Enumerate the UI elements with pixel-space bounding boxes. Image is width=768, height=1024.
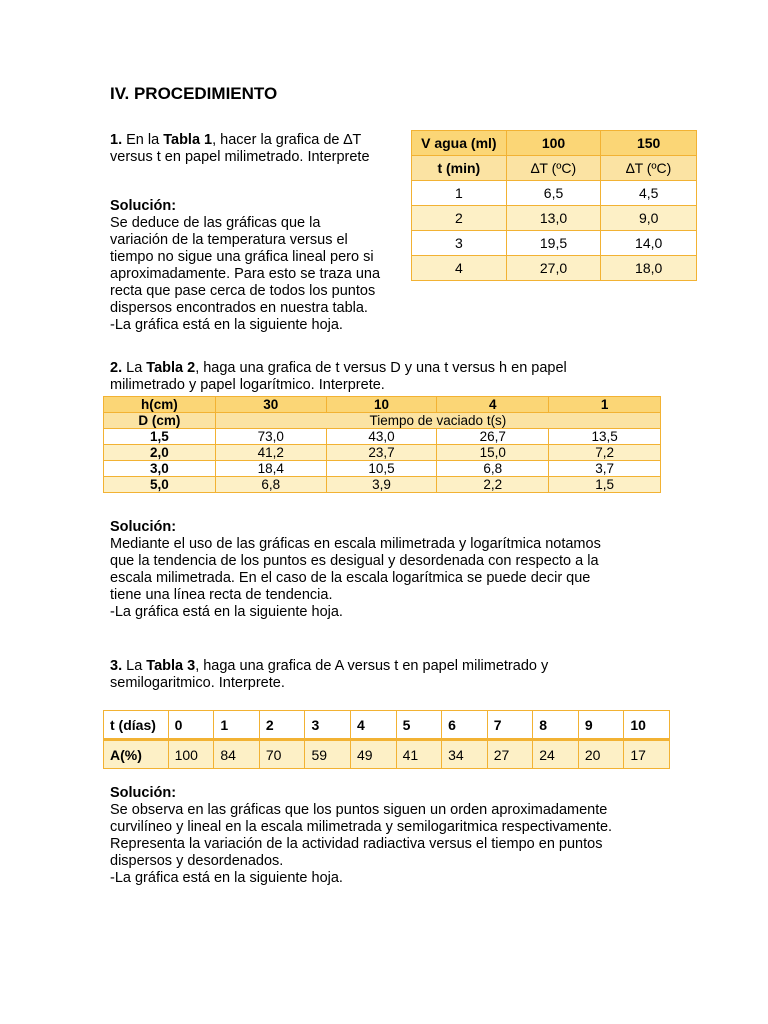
table-3-header-cell: t (días) (104, 711, 169, 740)
table-2-subheader-row (104, 413, 661, 429)
table-1-header-row (412, 131, 697, 156)
q3-prompt (110, 658, 670, 692)
table-3-header-cell: 3 (305, 711, 351, 740)
table-cell: 1 (412, 181, 507, 206)
table-cell: 18,4 (215, 461, 326, 477)
table-3-header-row (104, 711, 670, 740)
q3-number: 3. (110, 658, 123, 674)
q2-solution-title: Solución: (110, 519, 177, 535)
table-cell: 9,0 (601, 206, 697, 231)
q2-text-post: , haga una grafica de t versus D y una t versus h en papel (195, 360, 567, 376)
table-3-header-cell: 8 (533, 711, 579, 740)
table-cell: 14,0 (601, 231, 697, 256)
q2-solution-line: Mediante el uso de las gráficas en escala milimetrada y logarítmica notamos (110, 536, 601, 552)
q2-table-ref: Tabla 2 (146, 360, 196, 376)
table-3-value-cell: 27 (487, 740, 533, 769)
q2-number: 2. (110, 360, 123, 376)
table-3-value-cell: 24 (533, 740, 579, 769)
table-cell: 27,0 (506, 256, 601, 281)
q2-line2: milimetrado y papel logarítmico. Interprete. (110, 377, 385, 393)
table-cell: 3,0 (104, 461, 216, 477)
q2-solution (110, 519, 670, 621)
q3-solution-title: Solución: (110, 785, 177, 801)
table-cell: 73,0 (215, 429, 326, 445)
table-3-value-cell: 34 (442, 740, 488, 769)
q1-solution-line: recta que pase cerca de todos los puntos (110, 283, 376, 299)
q1-text-post: , hacer la grafica de ∆T (212, 132, 362, 148)
table-3-value-cell: 70 (259, 740, 305, 769)
table-2-header-row (104, 397, 661, 413)
section-title: IV. PROCEDIMIENTO (110, 84, 278, 103)
table-cell: 4,5 (601, 181, 697, 206)
q2-prompt (110, 360, 670, 394)
q2-solution-line: -La gráfica está en la siguiente hoja. (110, 604, 343, 620)
q3-solution-line: -La gráfica está en la siguiente hoja. (110, 870, 343, 886)
table-cell: 15,0 (437, 445, 549, 461)
table-row (104, 429, 661, 445)
table-3-header-cell: 5 (396, 711, 442, 740)
table-cell: 4 (412, 256, 507, 281)
table-cell: 5,0 (104, 477, 216, 493)
table-cell: 43,0 (326, 429, 437, 445)
table-3-header-cell: 0 (168, 711, 214, 740)
table-cell: 13,5 (549, 429, 661, 445)
table-2-header-cell: 10 (326, 397, 437, 413)
q2-solution-line: escala milimetrada. En el caso de la escala logarítmica se puede decir que (110, 570, 591, 586)
table-cell: 6,5 (506, 181, 601, 206)
q3-line2: semilogaritmico. Interprete. (110, 675, 285, 691)
q3-text-pre: La (126, 658, 143, 674)
table-cell: 1,5 (104, 429, 216, 445)
table-1-header-cell: 150 (601, 131, 697, 156)
q3-solution-line: Representa la variación de la actividad radiactiva versus el tiempo en puntos (110, 836, 603, 852)
q1-prompt (110, 132, 410, 166)
q1-solution (110, 198, 410, 334)
table-3-value-cell: 17 (624, 740, 670, 769)
q2-text-pre: La (126, 360, 143, 376)
table-cell: 41,2 (215, 445, 326, 461)
q1-table-ref: Tabla 1 (163, 132, 213, 148)
table-3-header-cell: 6 (442, 711, 488, 740)
table-3-header-cell: 2 (259, 711, 305, 740)
table-cell: 2 (412, 206, 507, 231)
table-cell: 3 (412, 231, 507, 256)
table-cell: 7,2 (549, 445, 661, 461)
table-2-subheader-label: D (cm) (104, 413, 216, 429)
table-3-header-cell: 4 (351, 711, 397, 740)
q1-line2: versus t en papel milimetrado. Interprete (110, 149, 370, 165)
table-1-subheader-row (412, 156, 697, 181)
table-cell: 6,8 (215, 477, 326, 493)
q3-solution (110, 785, 710, 887)
table-row (412, 206, 697, 231)
table-row (412, 256, 697, 281)
table-cell: 3,9 (326, 477, 437, 493)
q1-solution-line: aproximadamente. Para esto se traza una (110, 266, 381, 282)
table-row (104, 461, 661, 477)
q1-solution-line: -La gráfica está en la siguiente hoja. (110, 317, 343, 333)
table-2-header-cell: 30 (215, 397, 326, 413)
table-3-value-cell: 41 (396, 740, 442, 769)
table-row (104, 477, 661, 493)
q3-table-ref: Tabla 3 (146, 658, 196, 674)
q1-number: 1. (110, 132, 123, 148)
q1-solution-line: variación de la temperatura versus el (110, 232, 348, 248)
q1-solution-title: Solución: (110, 198, 177, 214)
table-1-subheader-cell: t (min) (412, 156, 507, 181)
table-1-header-cell: V agua (ml) (412, 131, 507, 156)
table-2-header-cell: 4 (437, 397, 549, 413)
table-cell: 6,8 (437, 461, 549, 477)
q1-solution-line: tiempo no sigue una gráfica lineal pero si (110, 249, 374, 265)
table-cell: 2,0 (104, 445, 216, 461)
table-row (412, 231, 697, 256)
table-1-subheader-cell: ∆T (ºC) (506, 156, 601, 181)
table-cell: 2,2 (437, 477, 549, 493)
table-cell: 1,5 (549, 477, 661, 493)
table-3-value-cell: 84 (214, 740, 260, 769)
table-1-subheader-cell: ∆T (ºC) (601, 156, 697, 181)
table-row (412, 181, 697, 206)
q1-solution-line: Se deduce de las gráficas que la (110, 215, 321, 231)
table-cell: 23,7 (326, 445, 437, 461)
table-cell: 13,0 (506, 206, 601, 231)
q2-solution-line: que la tendencia de los puntos es desigual y desordenada con respecto a la (110, 553, 599, 569)
q1-solution-line: dispersos encontrados en nuestra tabla. (110, 300, 368, 316)
q3-text-post: , haga una grafica de A versus t en papel milimetrado y (195, 658, 549, 674)
table-3-value-cell: 20 (578, 740, 624, 769)
table-3 (103, 710, 670, 769)
table-3-header-cell: 9 (578, 711, 624, 740)
q3-solution-line: dispersos y desordenados. (110, 853, 284, 869)
table-3-header-cell: 10 (624, 711, 670, 740)
table-3-header-cell: 1 (214, 711, 260, 740)
table-3-value-cell: 100 (168, 740, 214, 769)
table-cell: 3,7 (549, 461, 661, 477)
q3-solution-line: Se observa en las gráficas que los puntos siguen un orden aproximadamente (110, 802, 608, 818)
table-cell: 18,0 (601, 256, 697, 281)
table-2-header-cell: h(cm) (104, 397, 216, 413)
table-3-header-cell: 7 (487, 711, 533, 740)
table-cell: 26,7 (437, 429, 549, 445)
table-1 (411, 130, 697, 281)
table-3-value-cell: 59 (305, 740, 351, 769)
q3-solution-line: curvilíneo y lineal en la escala milimetrada y semilogaritmica respectivamente. (110, 819, 613, 835)
table-cell: 19,5 (506, 231, 601, 256)
table-row (104, 445, 661, 461)
q1-text-pre: En la (126, 132, 160, 148)
table-3-value-cell: A(%) (104, 740, 169, 769)
table-3-value-cell: 49 (351, 740, 397, 769)
table-2-subheader-span: Tiempo de vaciado t(s) (215, 413, 660, 429)
table-3-values-row (104, 740, 670, 769)
table-2-header-cell: 1 (549, 397, 661, 413)
table-cell: 10,5 (326, 461, 437, 477)
table-1-header-cell: 100 (506, 131, 601, 156)
table-2 (103, 396, 661, 493)
q2-solution-line: tiene una línea recta de tendencia. (110, 587, 333, 603)
